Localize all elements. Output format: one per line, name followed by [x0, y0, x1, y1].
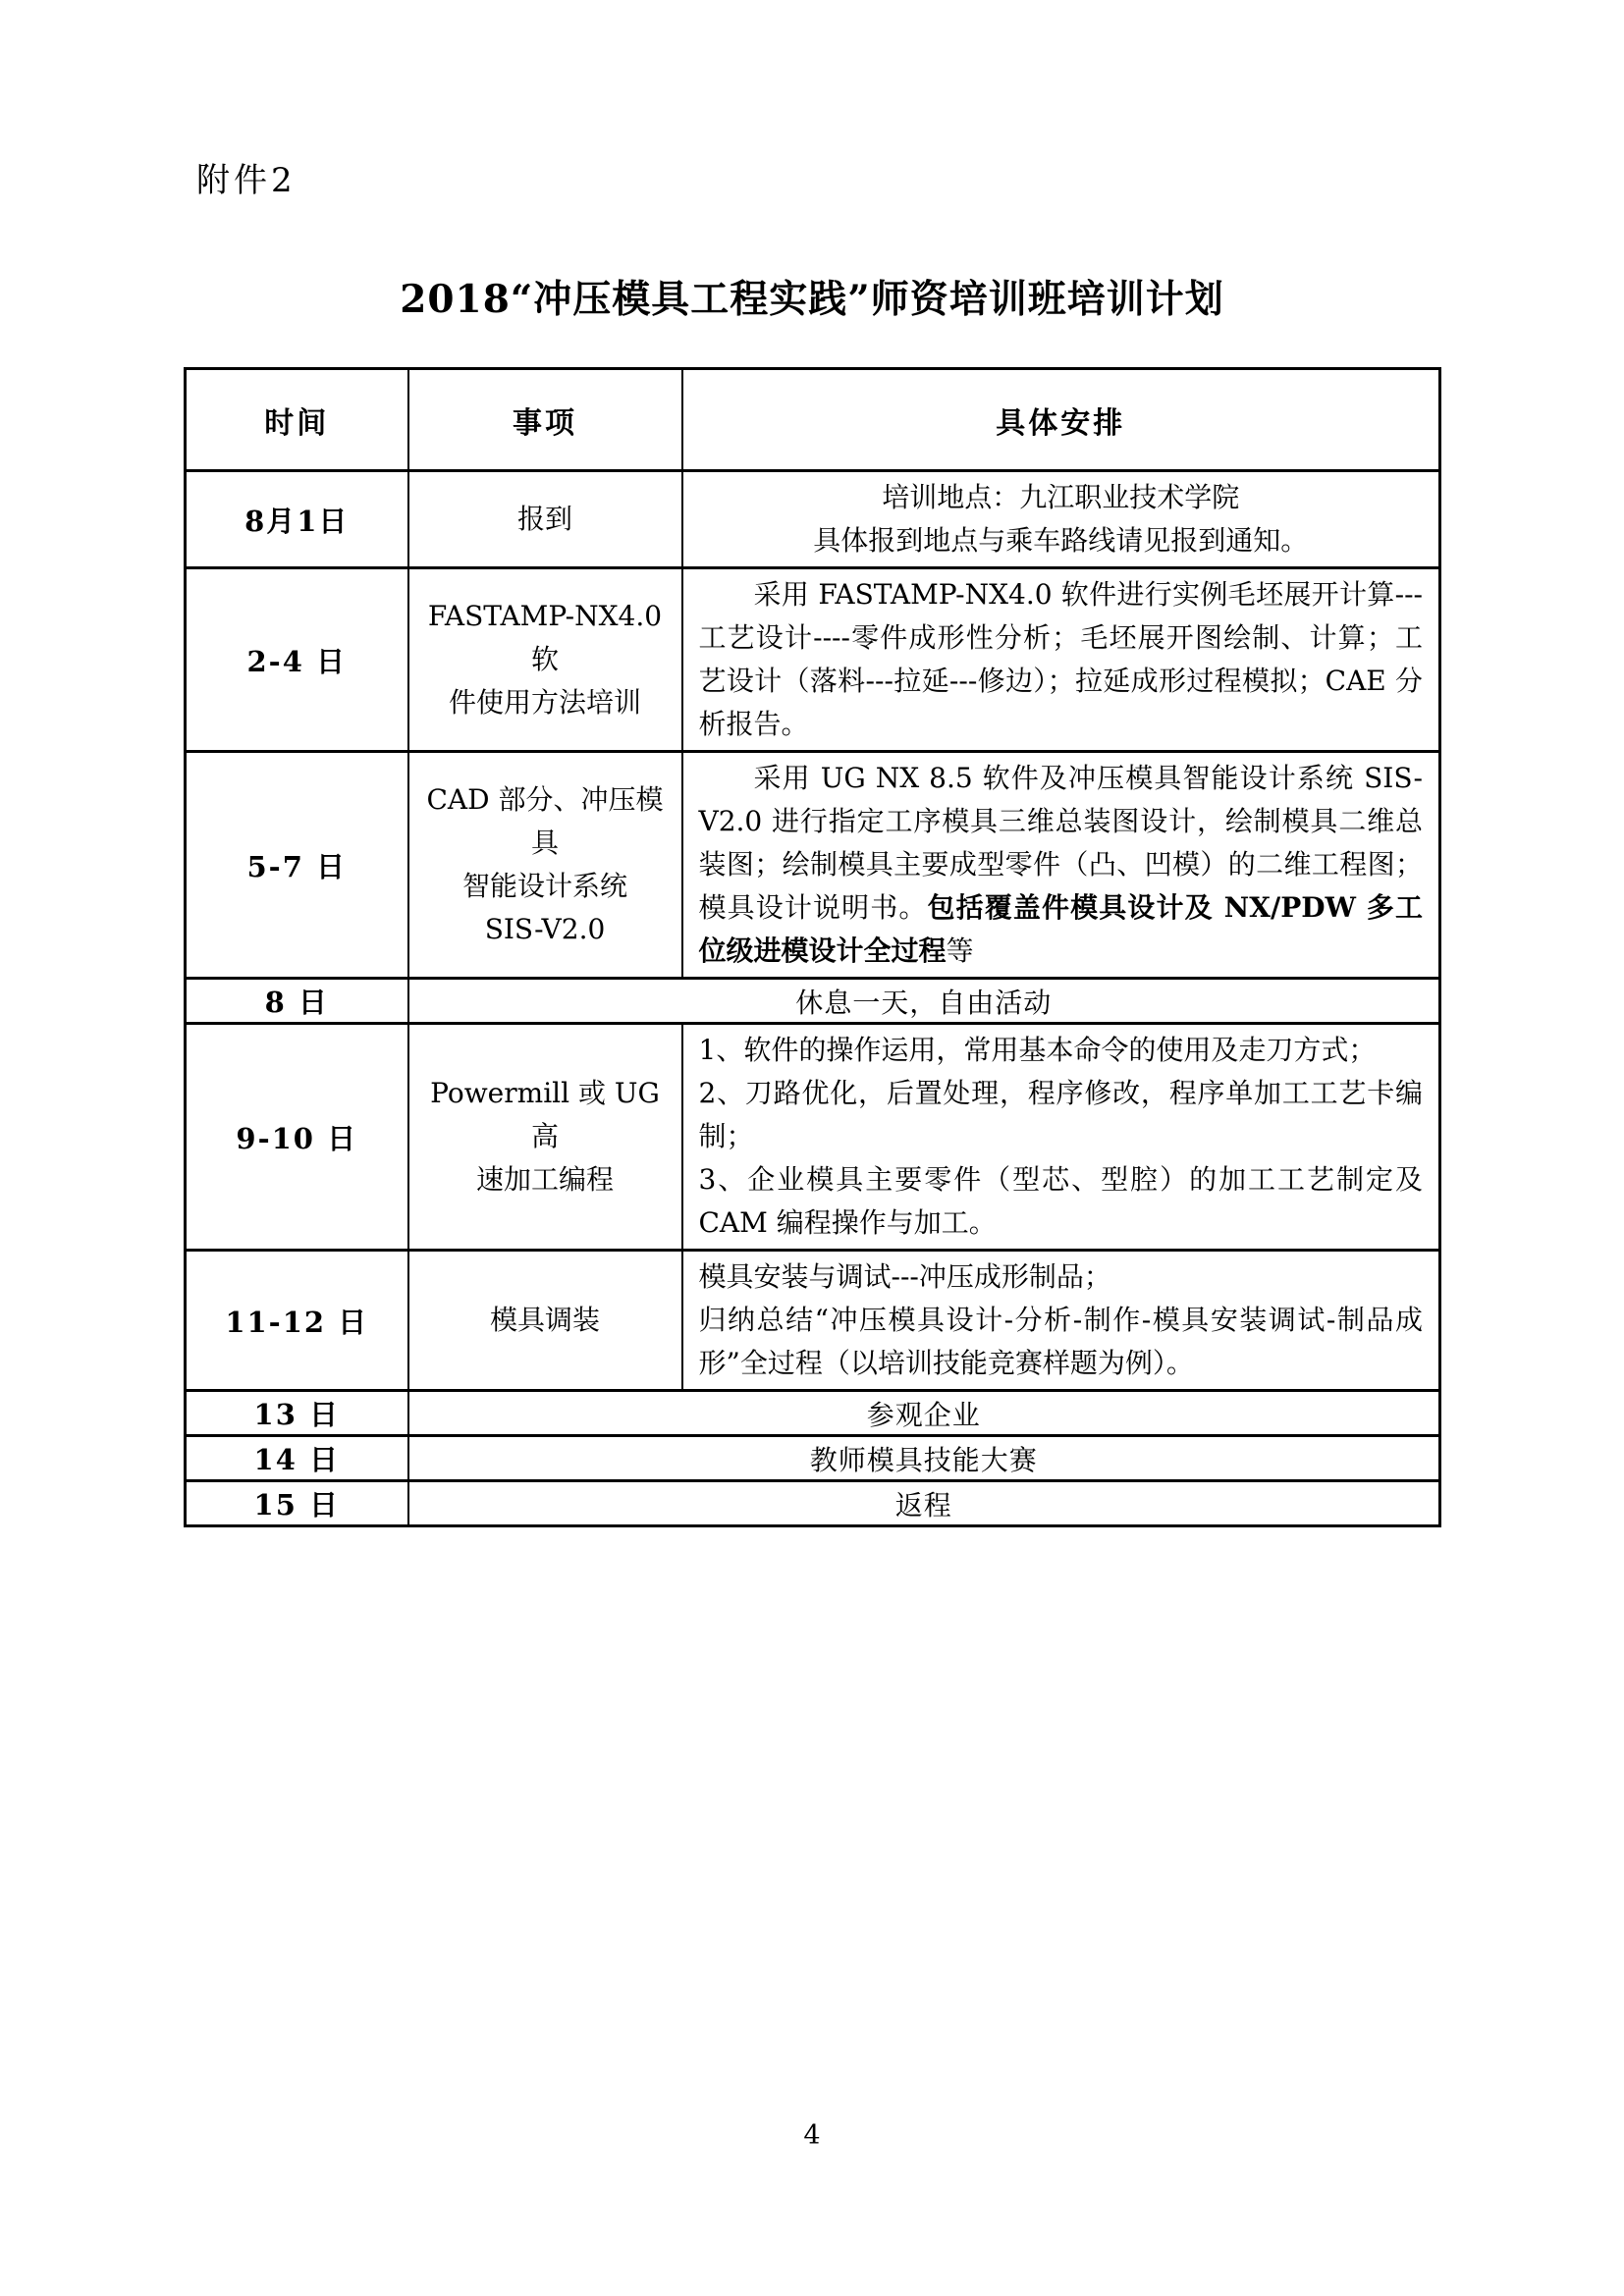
time-cell: 14 日: [186, 1436, 408, 1481]
table-row: [186, 752, 1440, 979]
table-row: [186, 568, 1440, 752]
detail-text-suffix: 等: [946, 934, 974, 967]
time-cell: 11-12 日: [186, 1251, 408, 1391]
item-cell: [408, 752, 682, 979]
page-title: 2018“冲压模具工程实践”师资培训班培训计划: [400, 277, 1224, 322]
table-row: [186, 1481, 1440, 1526]
detail-line: 3、企业模具主要零件（型芯、型腔）的加工工艺制定及 CAM 编程操作与加工。: [698, 1163, 1423, 1239]
table-header-row: [186, 369, 1440, 471]
page-number: 4: [803, 2120, 821, 2151]
time-cell: 8月1日: [186, 471, 408, 568]
time-cell: 8 日: [186, 979, 408, 1024]
detail-paragraph: [699, 757, 1424, 973]
item-line: SIS-V2.0: [484, 913, 606, 945]
detail-cell: [682, 568, 1440, 752]
table-row: [186, 979, 1440, 1024]
merged-detail-cell: 返程: [408, 1481, 1440, 1526]
item-cell: [408, 1024, 682, 1251]
item-cell: 模具调装: [408, 1251, 682, 1391]
detail-cell: [682, 752, 1440, 979]
time-cell: 9-10 日: [186, 1024, 408, 1251]
training-schedule-table: [184, 367, 1441, 1527]
item-line: FASTAMP-NX4.0 软: [427, 600, 663, 675]
item-line: 件使用方法培训: [448, 686, 641, 719]
column-header-detail: 具体安排: [682, 369, 1440, 471]
detail-line: 具体报到地点与乘车路线请见报到通知。: [813, 524, 1309, 557]
time-cell: 15 日: [186, 1481, 408, 1526]
detail-text-normal: 采用 UG NX 8.5 软件及冲压模具智能设计系统 SIS-V2.0 进行指定工序模具三维总装图设计，绘制模具二维总装图；绘制模具主要成型零件（凸、凹模）的二维工程图；模具设计说明书。: [698, 762, 1423, 924]
item-line: 速加工编程: [475, 1163, 614, 1196]
table-row: [186, 1436, 1440, 1481]
table-row: [186, 1024, 1440, 1251]
item-line: Powermill 或 UG 高: [430, 1077, 660, 1152]
time-cell: 5-7 日: [186, 752, 408, 979]
detail-text-bold: 包括覆盖件模具设计及 NX/PDW 多工位级进模设计全过程: [698, 891, 1423, 967]
detail-line: 培训地点：九江职业技术学院: [882, 481, 1240, 513]
detail-line: 2、刀路优化，后置处理，程序修改，程序单加工工艺卡编制；: [698, 1077, 1423, 1152]
table-row: [186, 1391, 1440, 1436]
item-line: CAD 部分、冲压模具: [426, 783, 664, 859]
item-line: 智能设计系统: [461, 870, 627, 902]
column-header-item: 事项: [408, 369, 682, 471]
detail-line: 1、软件的操作运用，常用基本命令的使用及走刀方式；: [698, 1034, 1377, 1066]
merged-detail-cell: 休息一天，自由活动: [408, 979, 1440, 1024]
detail-line: 模具安装与调试---冲压成形制品；: [698, 1260, 1111, 1293]
merged-detail-cell: 参观企业: [408, 1391, 1440, 1436]
detail-cell: [682, 1024, 1440, 1251]
detail-cell: [682, 471, 1440, 568]
item-cell: 报到: [408, 471, 682, 568]
table-row: [186, 471, 1440, 568]
item-cell: [408, 568, 682, 752]
table-row: [186, 1251, 1440, 1391]
attachment-label: 附件2: [196, 161, 297, 200]
detail-line: 归纳总结“冲压模具设计-分析-制作-模具安装调试-制品成形”全过程（以培训技能竞赛样题为例）。: [698, 1304, 1423, 1379]
merged-detail-cell: 教师模具技能大赛: [408, 1436, 1440, 1481]
time-cell: 13 日: [186, 1391, 408, 1436]
column-header-time: 时间: [186, 369, 408, 471]
detail-cell: [682, 1251, 1440, 1391]
detail-paragraph: 采用 FASTAMP-NX4.0 软件进行实例毛坯展开计算---工艺设计----零件成形性分析；毛坯展开图绘制、计算；工艺设计（落料---拉延---修边）；拉延成形过程模拟；CAE 分析报告。: [698, 578, 1423, 740]
time-cell: 2-4 日: [186, 568, 408, 752]
